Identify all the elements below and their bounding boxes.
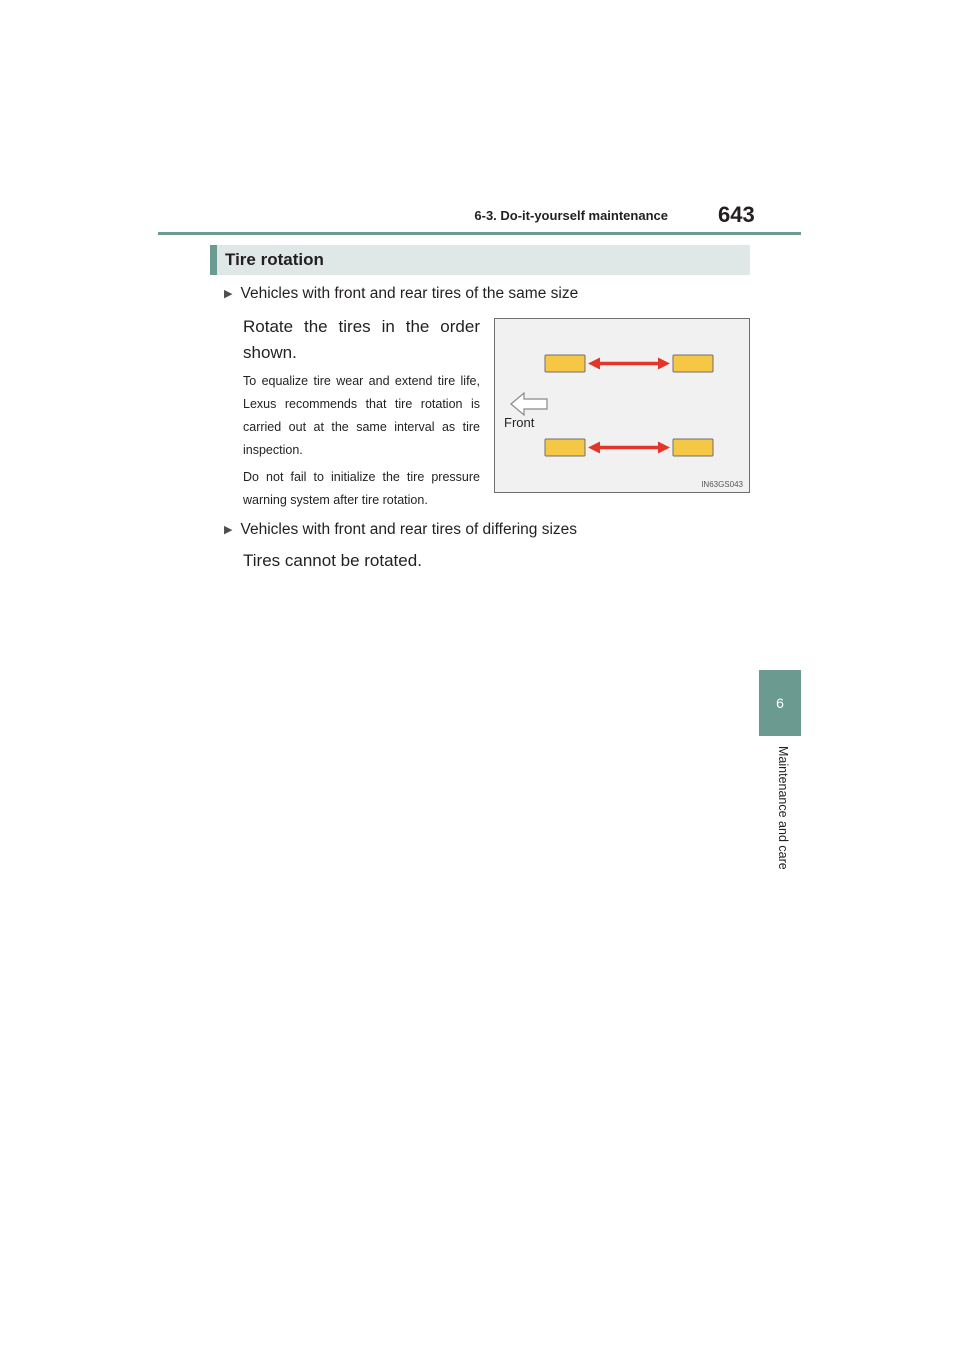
initialize-note: Do not fail to initialize the tire pressure warning system after tire rotation. [243,470,480,507]
bullet-differing-text: Vehicles with front and rear tires of differing sizes [240,521,578,538]
tire-front-left [545,355,585,372]
tire-rear-left [673,355,713,372]
tire-front-right [545,439,585,456]
chapter-number: 6 [776,695,784,711]
tire-rear-right [673,439,713,456]
rotation-arrow-top [588,358,670,370]
rotation-arrow-bottom [588,442,670,454]
header-section-title: 6-3. Do-it-yourself maintenance [474,208,668,223]
bullet-same-size [224,285,578,303]
page-number: 643 [718,202,755,227]
bullet-arrow-icon: ▶ [224,288,233,300]
cannot-rotate-text: Tires cannot be rotated. [243,551,422,570]
tire-rotation-figure [494,318,750,493]
chapter-title: Maintenance and care [776,746,790,870]
tire-rotation-diagram [495,319,749,492]
section-title: Tire rotation [225,250,324,269]
header-rule [158,232,801,235]
bullet-same-size-text: Vehicles with front and rear tires of the same size [240,285,579,302]
figure-code: IN63GS043 [701,480,743,489]
rotate-instruction: Rotate the tires in the order shown. [243,317,480,362]
bullet-arrow-icon: ▶ [224,524,233,536]
front-label: Front [504,415,535,430]
chapter-tab [759,670,801,736]
front-arrow-icon [511,393,547,415]
section-heading [210,245,750,275]
bullet-differing-sizes [224,521,577,539]
equalize-note: To equalize tire wear and extend tire life, Lexus recommends that tire rotation is carried out at the same interval as tire inspection. [243,374,480,457]
